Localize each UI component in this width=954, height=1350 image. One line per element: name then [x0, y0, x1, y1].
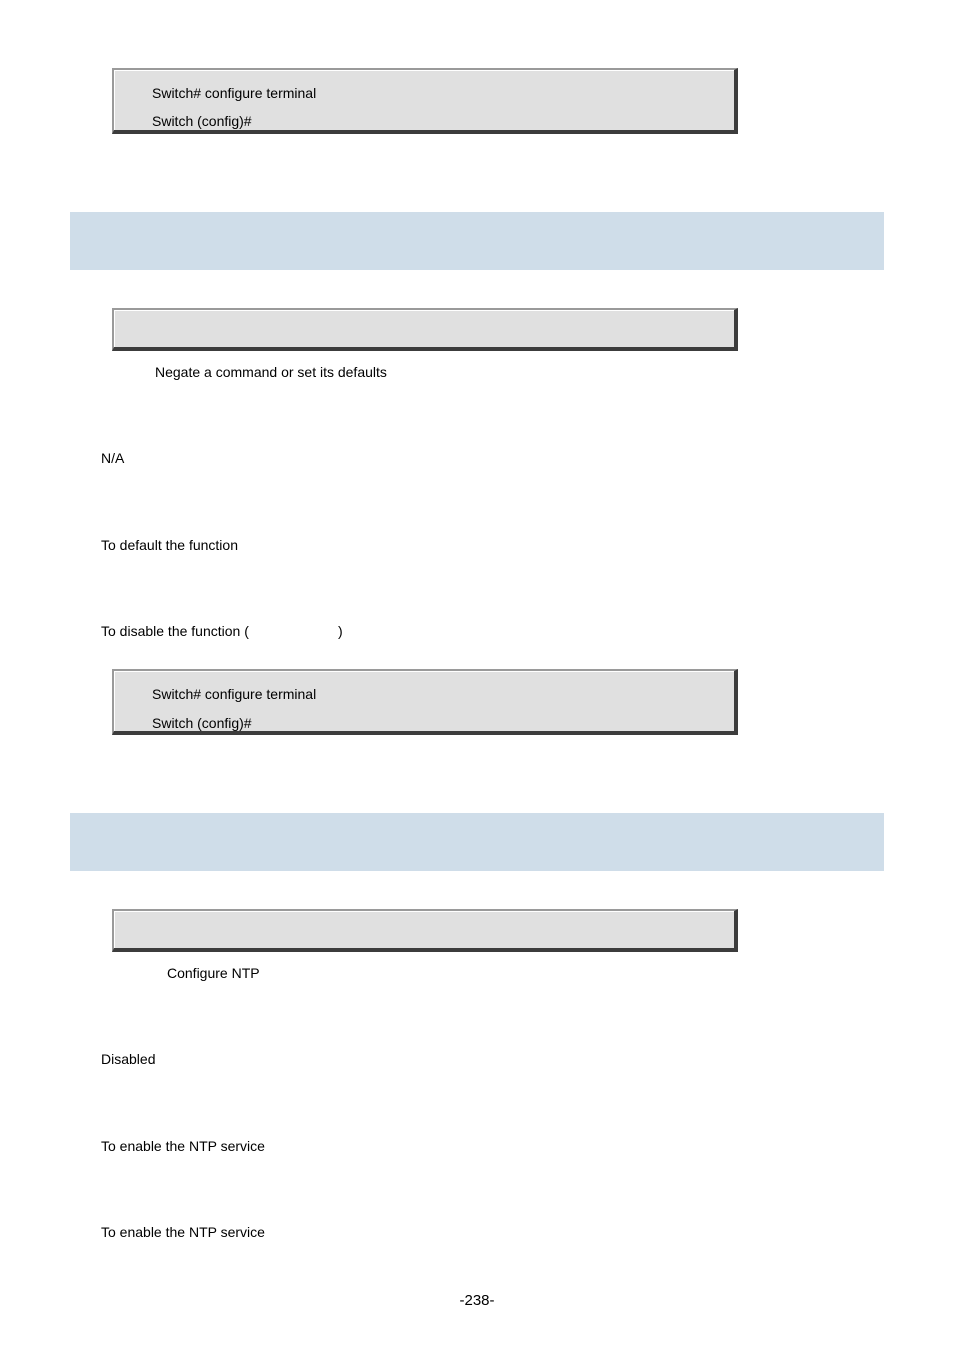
page-number: -238-: [459, 1292, 495, 1309]
default-value: N/A: [101, 450, 125, 466]
command-description: Negate a command or set its defaults: [155, 364, 387, 380]
usage-text: To default the function: [101, 537, 238, 553]
code-example-box: [112, 68, 738, 134]
code-line: Switch (config)#: [152, 113, 252, 129]
example-intro-prefix: To disable the function (: [101, 623, 249, 639]
code-example-box: [112, 669, 738, 735]
code-line: Switch (config)#: [152, 715, 252, 731]
command-description: Configure NTP: [167, 965, 260, 981]
usage-text: To enable the NTP service: [101, 1138, 265, 1154]
command-syntax-box: [112, 909, 738, 952]
code-line: Switch# configure terminal: [152, 686, 317, 702]
section-header-band: [70, 813, 884, 871]
command-syntax-box: [112, 308, 738, 351]
code-line: Switch# configure terminal: [152, 85, 317, 101]
default-value: Disabled: [101, 1051, 156, 1067]
example-intro: To enable the NTP service: [101, 1224, 265, 1240]
example-intro-suffix: ): [338, 623, 343, 639]
section-header-band: [70, 212, 884, 270]
